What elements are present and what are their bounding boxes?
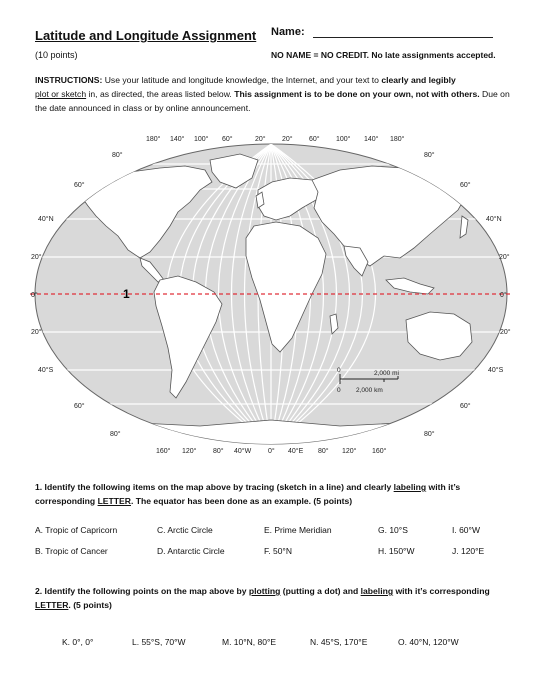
- q1-item: B. Tropic of Cancer: [35, 546, 108, 556]
- assignment-title: Latitude and Longitude Assignment: [35, 28, 257, 43]
- scale-miles: 2,000 mi: [374, 370, 399, 377]
- lon-top-label: 140°: [170, 136, 185, 143]
- q1-item: G. 10°S: [378, 525, 408, 535]
- lon-bottom-label: 40°W: [234, 448, 252, 455]
- lat-left-label: 40°S: [38, 367, 54, 374]
- q2-item: N. 45°S, 170°E: [310, 637, 368, 647]
- lon-top-label: 60°: [222, 136, 233, 143]
- lon-top-label: 180°: [390, 136, 405, 143]
- q1-item: J. 120°E: [452, 546, 485, 556]
- q1-item: C. Arctic Circle: [157, 525, 213, 535]
- q1-item: F. 50°N: [264, 546, 292, 556]
- q2-item: L. 55°S, 70°W: [132, 637, 186, 647]
- q1-letter: LETTER: [97, 496, 131, 506]
- question-2: [35, 584, 505, 612]
- lon-top-label: 60°: [309, 136, 320, 143]
- top-longitude-labels: [146, 135, 405, 143]
- name-blank-line[interactable]: [313, 37, 493, 38]
- q2-text-b: (putting a dot) and: [280, 586, 361, 596]
- lat-left-label: 0°: [31, 292, 38, 299]
- scale-zero-bottom: 0: [337, 387, 341, 394]
- lat-left-label: 40°N: [38, 216, 54, 223]
- lat-left-label: 80°: [110, 431, 121, 438]
- lat-right-label: 60°: [460, 182, 471, 189]
- lat-left-label: 20°: [31, 254, 42, 261]
- instructions-label: INSTRUCTIONS:: [35, 75, 103, 85]
- q2-letter: LETTER: [35, 600, 69, 610]
- lon-bottom-label: 160°: [372, 448, 387, 455]
- lon-top-label: 20°: [282, 136, 293, 143]
- lat-left-label: 60°: [74, 182, 85, 189]
- name-label: Name:: [271, 26, 305, 38]
- lon-bottom-label: 120°: [182, 448, 197, 455]
- q1-text-a: 1. Identify the following items on the map above by tracing (sketch in a line) and clearly: [35, 482, 394, 492]
- lon-bottom-label: 120°: [342, 448, 357, 455]
- q1-text-b: with it’s corresponding: [35, 482, 461, 506]
- q1-item: I. 60°W: [452, 525, 480, 535]
- q2-item: M. 10°N, 80°E: [222, 637, 277, 647]
- lat-right-label: 20°: [499, 254, 510, 261]
- lat-left-label: 20°: [31, 329, 42, 336]
- lat-right-label: 80°: [424, 431, 435, 438]
- lon-top-label: 180°: [146, 136, 161, 143]
- bottom-longitude-labels: [156, 447, 387, 455]
- q1-item: E. Prime Meridian: [264, 525, 332, 535]
- assignment-points: (10 points): [35, 50, 78, 60]
- lon-bottom-label: 80°: [213, 448, 224, 455]
- instructions-text-1: Use your latitude and longitude knowledge, the Internet, and your text to: [102, 75, 382, 85]
- instructions-emphasis-1: clearly and legibly: [381, 75, 456, 85]
- q2-labeling: labeling: [360, 586, 394, 596]
- q1-item: A. Tropic of Capricorn: [35, 525, 118, 535]
- scale-kilometers: 2,000 km: [356, 387, 383, 394]
- lat-right-label: 0°: [500, 292, 507, 299]
- q2-item: K. 0°, 0°: [62, 637, 94, 647]
- q2-text-c: with it’s corresponding: [393, 586, 490, 596]
- q1-item: H. 150°W: [378, 546, 415, 556]
- question-1: [35, 480, 505, 508]
- lon-top-label: 100°: [194, 136, 209, 143]
- lat-right-label: 40°N: [486, 216, 502, 223]
- lon-bottom-label: 40°E: [288, 448, 304, 455]
- scale-zero-top: 0: [337, 367, 341, 374]
- instructions-emphasis-2: This assignment is to be done on your own, not with others.: [234, 89, 480, 99]
- lat-left-label: 80°: [112, 152, 123, 159]
- instructions-text-2: in, as directed, the areas listed below.: [86, 89, 235, 99]
- lat-right-label: 20°: [500, 329, 511, 336]
- q1-item: D. Antarctic Circle: [157, 546, 225, 556]
- lon-top-label: 100°: [336, 136, 351, 143]
- q2-plotting: plotting: [248, 586, 281, 596]
- lon-top-label: 140°: [364, 136, 379, 143]
- equator-marker: 1: [123, 287, 130, 301]
- instructions-paragraph: [35, 73, 513, 115]
- lat-right-label: 60°: [460, 403, 471, 410]
- instructions-plot-link: plot or sketch: [35, 89, 87, 99]
- world-map[interactable]: [0, 130, 547, 460]
- lat-right-label: 40°S: [488, 367, 504, 374]
- q2-text-a: 2. Identify the following points on the map above by: [35, 586, 249, 596]
- q2-item: O. 40°N, 120°W: [398, 637, 459, 647]
- no-name-notice: NO NAME = NO CREDIT. No late assignments accepted.: [271, 50, 496, 60]
- lon-bottom-label: 0°: [268, 448, 275, 455]
- q2-text-d: . (5 points): [68, 600, 112, 610]
- lon-top-label: 20°: [255, 136, 266, 143]
- lon-bottom-label: 160°: [156, 448, 171, 455]
- instructions-text-3: Due on the date announced in class or by online announcement.: [35, 89, 510, 113]
- lat-right-label: 80°: [424, 152, 435, 159]
- lat-left-label: 60°: [74, 403, 85, 410]
- lon-bottom-label: 80°: [318, 448, 329, 455]
- q1-text-c: . The equator has been done as an example. (5 points): [130, 496, 353, 506]
- q1-labeling: labeling: [393, 482, 427, 492]
